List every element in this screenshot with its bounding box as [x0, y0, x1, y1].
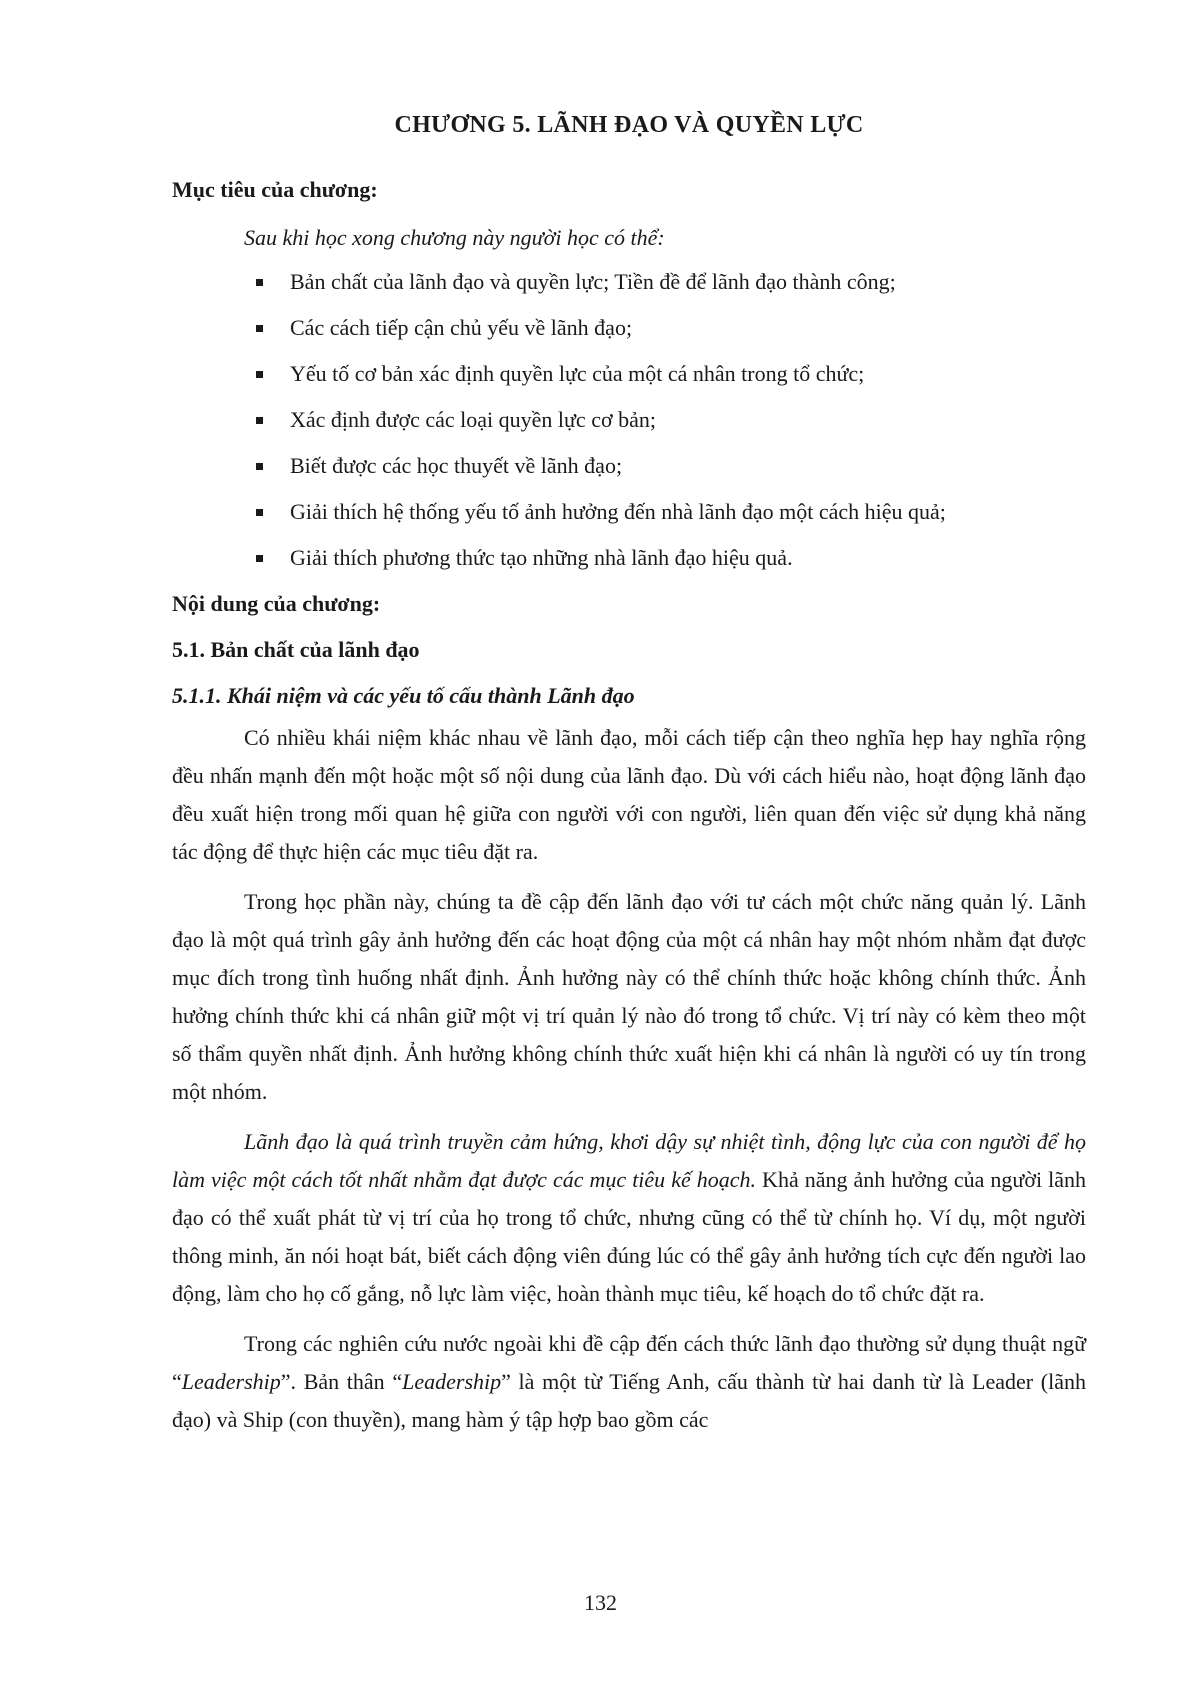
leadership-definition: Lãnh đạo là quá trình truyền cảm hứng, khơi dậy sự nhiệt tình, động lực của con người để họ làm việc một cách tốt nhất nhằm đạt được các mục tiêu kế hoạch.: [172, 1129, 1086, 1192]
objectives-intro: Sau khi học xong chương này người học có thể:: [244, 225, 665, 250]
list-item-text: Các cách tiếp cận chủ yếu về lãnh đạo;: [290, 315, 633, 340]
paragraph-4-text-a: Trong các nghiên cứu nước ngoài khi đề cập đến cách thức lãnh đạo thường sử dụng thuật ngữ “: [172, 1331, 1086, 1394]
list-item: [172, 543, 1086, 573]
list-item-text: Giải thích phương thức tạo những nhà lãnh đạo hiệu quả.: [290, 545, 793, 570]
list-item: [172, 497, 1086, 527]
list-item-text: Bản chất của lãnh đạo và quyền lực; Tiền đề để lãnh đạo thành công;: [290, 269, 896, 294]
square-bullet-icon: [256, 509, 263, 516]
paragraph-4-text-c: ” là một từ Tiếng Anh, cấu thành từ hai danh từ là Leader (lãnh đạo) và Ship (con thuyền), mang hàm ý tập hợp bao gồm các: [172, 1369, 1086, 1432]
leadership-term: Leadership: [181, 1369, 281, 1394]
objectives-list: [172, 267, 1086, 573]
list-item: [172, 359, 1086, 389]
list-item: [172, 405, 1086, 435]
page-number: 132: [584, 1590, 617, 1615]
list-item-text: Xác định được các loại quyền lực cơ bản;: [290, 407, 656, 432]
subsection-heading: 5.1.1. Khái niệm và các yếu tố cấu thành Lãnh đạo: [172, 683, 635, 708]
paragraph-4-text-b: ”. Bản thân “: [280, 1369, 403, 1394]
objectives-heading: Mục tiêu của chương:: [172, 177, 378, 202]
paragraph-1: Có nhiều khái niệm khác nhau về lãnh đạo, mỗi cách tiếp cận theo nghĩa hẹp hay nghĩa rộng đều nhấn mạnh đến một hoặc một số nội dung của lãnh đạo. Dù với cách hiểu nào, hoạt động lãnh đạo đều xuất hiện trong mối quan hệ giữa con người với con người, liên quan đến việc sử dụng khả năng tác động để thực hiện các mục tiêu đặt ra.: [172, 725, 1086, 864]
list-item: [172, 451, 1086, 481]
square-bullet-icon: [256, 325, 263, 332]
list-item-text: Giải thích hệ thống yếu tố ảnh hưởng đến nhà lãnh đạo một cách hiệu quả;: [290, 499, 946, 524]
square-bullet-icon: [256, 371, 263, 378]
paragraph-3: [172, 1123, 1086, 1313]
paragraph-3-text: Khả năng ảnh hưởng của người lãnh đạo có thể xuất phát từ vị trí của họ trong tổ chức, nhưng cũng có thể từ chính họ. Ví dụ, một người thông minh, ăn nói hoạt bát, biết cách động viên đúng lúc có thể gây ảnh hưởng tích cực đến người lao động, làm cho họ cố gắng, nỗ lực làm việc, hoàn thành mục tiêu, kế hoạch do tổ chức đặt ra.: [172, 1167, 1086, 1306]
list-item: [172, 313, 1086, 343]
document-page: [172, 112, 1086, 1451]
chapter-title: CHƯƠNG 5. LÃNH ĐẠO VÀ QUYỀN LỰC: [394, 112, 864, 138]
square-bullet-icon: [256, 279, 263, 286]
paragraph-2: Trong học phần này, chúng ta đề cập đến lãnh đạo với tư cách một chức năng quản lý. Lãnh đạo là một quá trình gây ảnh hưởng đến các hoạt động của một cá nhân hay một nhóm nhằm đạt được mục đích trong tình huống nhất định. Ảnh hưởng này có thể chính thức hoặc không chính thức. Ảnh hưởng chính thức khi cá nhân giữ một vị trí quản lý nào đó trong tổ chức. Vị trí này có kèm theo một số thẩm quyền nhất định. Ảnh hưởng không chính thức xuất hiện khi cá nhân là người có uy tín trong một nhóm.: [172, 889, 1086, 1104]
square-bullet-icon: [256, 555, 263, 562]
list-item: [172, 267, 1086, 297]
square-bullet-icon: [256, 463, 263, 470]
leadership-term: Leadership: [402, 1369, 502, 1394]
list-item-text: Biết được các học thuyết về lãnh đạo;: [290, 453, 623, 478]
section-heading: 5.1. Bản chất của lãnh đạo: [172, 637, 420, 662]
paragraph-4: [172, 1325, 1086, 1439]
square-bullet-icon: [256, 417, 263, 424]
list-item-text: Yếu tố cơ bản xác định quyền lực của một cá nhân trong tổ chức;: [290, 361, 865, 386]
content-heading: Nội dung của chương:: [172, 591, 381, 616]
